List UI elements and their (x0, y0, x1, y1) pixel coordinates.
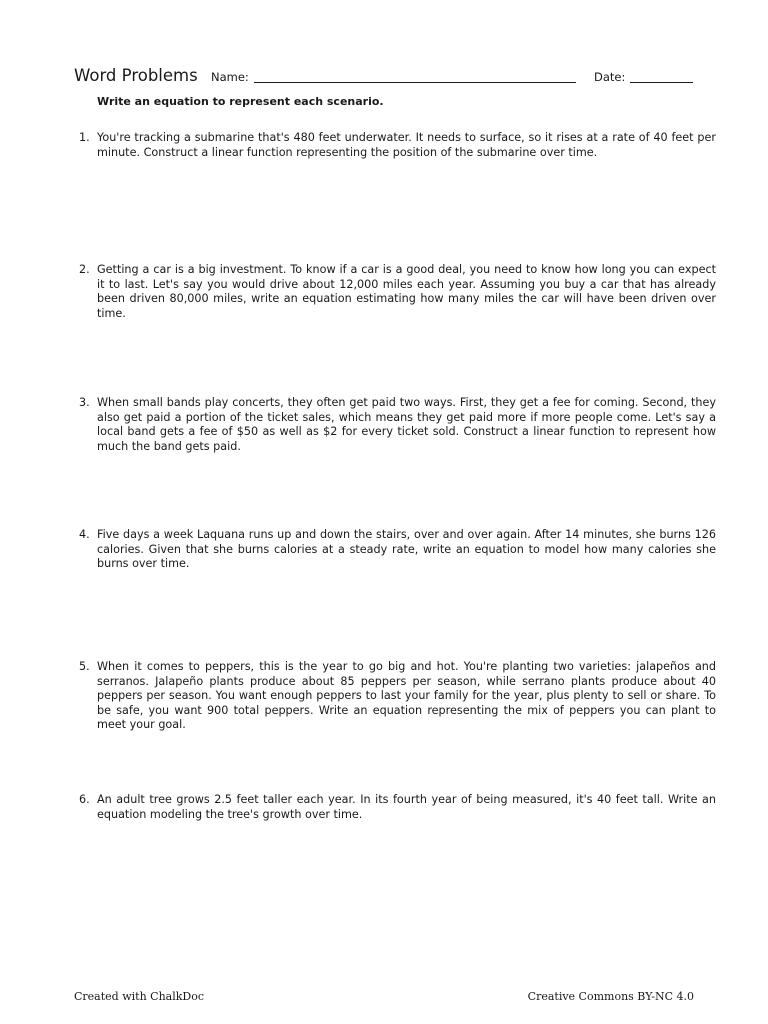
problem-text: Getting a car is a big investment. To know if a car is a good deal, you need to know how long you can expect it to last. Let's say you would drive about 12,000 miles each year. Assuming you buy a car that has already been driven 80,000 miles, write an equation estimating how many miles the car will have been driven over time. (97, 263, 716, 320)
problem-text: Five days a week Laquana runs up and down the stairs, over and over again. After 14 minutes, she burns 126 calories. Given that she burns calories at a steady rate, write an equation to model how many calories she burns over time. (97, 528, 716, 571)
name-field-line (254, 82, 576, 83)
problem-6 (74, 793, 716, 822)
instruction: Write an equation to represent each scenario. (97, 95, 384, 108)
footer-license: Creative Commons BY-NC 4.0 (527, 990, 694, 1003)
date-label: Date: (594, 70, 626, 84)
problem-text: When it comes to peppers, this is the year to go big and hot. You're planting two varieties: jalapeños and serranos. Jalapeño plants produce about 85 peppers per season, while serrano plants produce about 40 peppers per season. You want enough peppers to last your family for the year, plus plenty to sell or share. To be safe, you want 900 total peppers. Write an equation representing the mix of peppers you can plant to meet your goal. (97, 660, 716, 732)
problem-5 (74, 660, 716, 733)
problem-1 (74, 131, 716, 160)
problem-text: You're tracking a submarine that's 480 feet underwater. It needs to surface, so it rises at a rate of 40 feet per minute. Construct a linear function representing the position of the submarine over time. (97, 131, 716, 159)
problem-4 (74, 528, 716, 572)
name-label: Name: (211, 70, 249, 84)
problem-text: An adult tree grows 2.5 feet taller each year. In its fourth year of being measured, it's 40 feet tall. Write an equation modeling the tree's growth over time. (97, 793, 716, 821)
problem-number: 3. (79, 396, 90, 409)
problem-number: 6. (79, 793, 90, 806)
problem-text: When small bands play concerts, they often get paid two ways. First, they get a fee for coming. Second, they also get paid a portion of the ticket sales, which means they get paid more if more people come. Let's say a local band gets a fee of $50 as well as $2 for every ticket sold. Construct a linear function to represent how much the band gets paid. (97, 396, 716, 453)
problem-number: 2. (79, 263, 90, 276)
footer-credit: Created with ChalkDoc (74, 990, 204, 1003)
problem-number: 1. (79, 131, 90, 144)
problem-number: 5. (79, 660, 90, 673)
problem-2 (74, 263, 716, 321)
worksheet-title: Word Problems (74, 66, 198, 85)
problem-number: 4. (79, 528, 90, 541)
worksheet-header (74, 66, 696, 90)
problem-3 (74, 396, 716, 454)
date-field-line (630, 82, 693, 83)
